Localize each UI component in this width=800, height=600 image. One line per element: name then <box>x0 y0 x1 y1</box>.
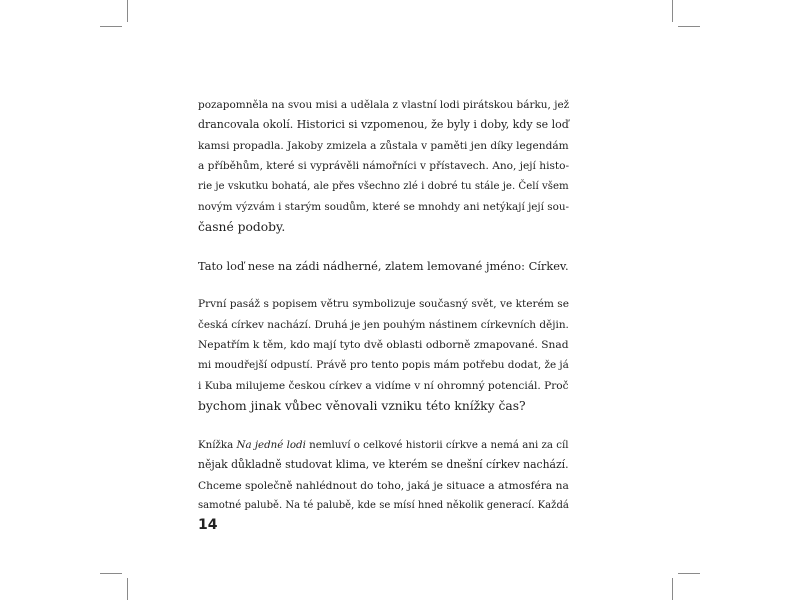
text-line: časné podoby. <box>198 220 286 235</box>
text-line: nějak důkladně studovat klima, ve kterém se dnešní církev nachází. <box>198 458 569 472</box>
text-line: Chceme společně nahlédnout do toho, jaká je situace a atmosféra na <box>198 478 569 492</box>
page-number: 14 <box>198 517 218 533</box>
text-line: i Kuba milujeme českou církev a vidíme v ní ohromný potenciál. Proč <box>198 379 569 392</box>
text-line: česká církev nachází. Druhá je jen pouhým nástinem církevních dějin. <box>198 318 569 331</box>
text-line: samotné palubě. Na té palubě, kde se mísí hned několik generací. Každá <box>198 499 569 511</box>
text-line: První pasáž s popisem větru symbolizuje současný svět, ve kterém se <box>198 298 569 311</box>
text-line: bychom jinak vůbec věnovali vzniku této knížky čas? <box>198 399 526 414</box>
text-line: novým výzvám i starým soudům, které se mnohdy ani netýkají její sou- <box>198 201 570 214</box>
crop-mark-top-left-horizontal <box>100 26 122 27</box>
text-line: Nepatřím k těm, kdo mají tyto dvě oblasti odborně zmapované. Snad <box>198 338 569 352</box>
book-title: Na jedné lodi <box>236 438 306 451</box>
page-body <box>198 95 571 534</box>
text-line: a příběhům, které si vyprávěli námořníci v přístavech. Ano, její histo- <box>198 160 570 173</box>
text-line: Tato loď nese na zádi nádherné, zlatem lemované jméno: Církev. <box>198 258 569 273</box>
text-line: drancovala okolí. Historici si vzpomenou, že byly i doby, kdy se loď <box>198 118 569 132</box>
crop-mark-bottom-right-horizontal <box>678 573 700 574</box>
crop-mark-top-right-horizontal <box>678 26 700 27</box>
crop-mark-top-left-vertical <box>127 0 128 22</box>
paragraph-4 <box>198 435 571 517</box>
crop-mark-top-right-vertical <box>672 0 673 22</box>
text-run: Knížka <box>198 438 237 451</box>
crop-mark-bottom-left-vertical <box>127 578 128 600</box>
paragraph-2 <box>198 256 571 276</box>
crop-mark-bottom-right-vertical <box>672 578 673 600</box>
text-line: mi moudřejší odpustí. Právě pro tento popis mám potřebu dodat, že já <box>198 359 569 372</box>
text-line <box>198 435 571 455</box>
text-line: pozapomněla na svou misi a udělala z vlastní lodi pirátskou bárku, jež <box>198 99 570 111</box>
crop-mark-bottom-left-horizontal <box>100 573 122 574</box>
text-line: kamsi propadla. Jakoby zmizela a zůstala v paměti jen díky legendám <box>198 139 569 152</box>
text-line: rie je vskutku bohatá, ale přes všechno zlé i dobré tu stále je. Čelí všem <box>198 180 569 192</box>
paragraph-3 <box>198 294 571 416</box>
text-run: nemluví o celkové historii církve a nemá ani za cíl <box>305 438 569 451</box>
paragraph-1 <box>198 95 571 238</box>
